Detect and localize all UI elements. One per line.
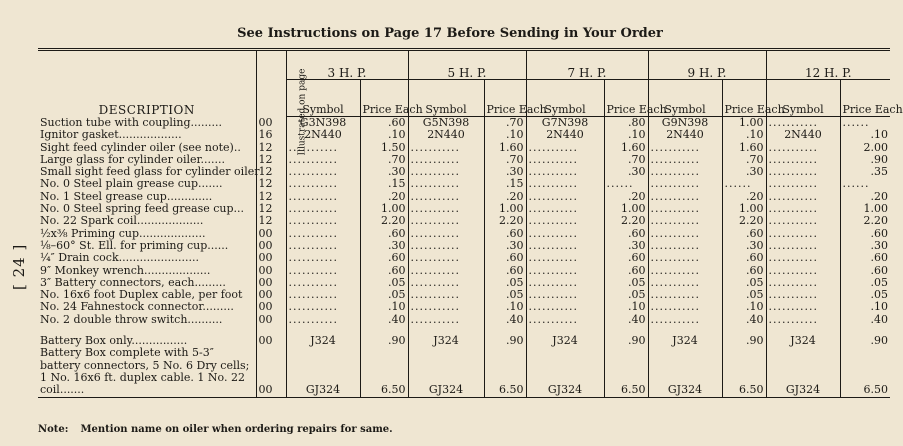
part-symbol: GJ324 <box>648 347 722 397</box>
illustrated-page: 16 <box>256 129 286 141</box>
part-symbol: ........... <box>526 203 604 215</box>
price-each: ...... <box>840 178 890 190</box>
price-each: .05 <box>840 277 890 289</box>
illustrated-page: 00 <box>256 335 286 347</box>
price-each: .30 <box>722 166 766 178</box>
price-header: Price Each <box>484 80 526 117</box>
price-each: .05 <box>604 277 648 289</box>
price-each: .10 <box>840 301 890 313</box>
price-each: .40 <box>360 314 408 326</box>
price-each: .70 <box>722 154 766 166</box>
price-each: .05 <box>604 289 648 301</box>
part-symbol: ........... <box>526 277 604 289</box>
price-each: .60 <box>722 265 766 277</box>
illustrated-page: 00 <box>256 314 286 326</box>
part-symbol: ........... <box>526 178 604 190</box>
price-each: .70 <box>360 154 408 166</box>
part-symbol: J324 <box>286 335 360 347</box>
illustrated-page: 12 <box>256 191 286 203</box>
illustrated-page: 12 <box>256 203 286 215</box>
part-symbol: G5N398 <box>408 117 484 130</box>
price-each: .20 <box>360 191 408 203</box>
table-row <box>38 265 890 277</box>
illustrated-page: 12 <box>256 215 286 227</box>
item-description: Battery Box complete with 5-3″ battery connectors, 5 No. 6 Dry cells; 1 No. 16x6 ft. duplex cable. 1 No. 22 coil....... <box>38 347 256 397</box>
note-text: Mention name on oiler when ordering repairs for same. <box>80 424 393 435</box>
part-symbol: ........... <box>526 191 604 203</box>
item-description: No. 0 Steel spring feed grease cup... <box>40 202 245 216</box>
part-symbol: ........... <box>766 240 840 252</box>
part-symbol: ........... <box>766 301 840 313</box>
part-symbol: ........... <box>408 265 484 277</box>
part-symbol: ........... <box>648 314 722 326</box>
part-symbol: 2N440 <box>526 129 604 141</box>
price-each: .20 <box>484 191 526 203</box>
part-symbol: 2N440 <box>766 129 840 141</box>
part-symbol: ........... <box>766 142 840 154</box>
price-table <box>38 48 903 398</box>
symbol-header: Symbol <box>408 80 484 117</box>
illustrated-page: 00 <box>256 301 286 313</box>
item-description: Suction tube with coupling......... <box>40 116 222 129</box>
price-each: .70 <box>484 117 526 130</box>
part-symbol: ........... <box>286 178 360 190</box>
table-row <box>38 252 890 264</box>
item-description: Large glass for cylinder oiler....... <box>40 152 226 166</box>
part-symbol: G3N398 <box>286 117 360 130</box>
item-description: No. 2 double throw switch.......... <box>40 312 223 326</box>
table-row <box>38 301 890 313</box>
price-each: 2.20 <box>484 215 526 227</box>
price-header: Price Each <box>604 80 648 117</box>
price-each: .05 <box>722 277 766 289</box>
part-symbol: ........... <box>286 277 360 289</box>
illustrated-page: 12 <box>256 166 286 178</box>
part-symbol: 2N440 <box>286 129 360 141</box>
illustrated-page: 00 <box>256 289 286 301</box>
part-symbol: ........... <box>408 215 484 227</box>
price-each: .90 <box>840 335 890 347</box>
price-each: .10 <box>484 129 526 141</box>
price-each: .30 <box>722 240 766 252</box>
part-symbol: ........... <box>408 142 484 154</box>
part-symbol: ........... <box>766 252 840 264</box>
price-each: 2.20 <box>604 215 648 227</box>
price-each: ...... <box>722 178 766 190</box>
footnote <box>38 424 393 435</box>
price-each: .60 <box>484 265 526 277</box>
part-symbol: ........... <box>648 215 722 227</box>
part-symbol: ........... <box>648 191 722 203</box>
part-symbol: ........... <box>766 191 840 203</box>
part-symbol: ........... <box>766 178 840 190</box>
price-header: Price Each <box>722 80 766 117</box>
illustrated-page: 00 <box>256 265 286 277</box>
price-each: .10 <box>722 301 766 313</box>
illustrated-page: 00 <box>256 228 286 240</box>
price-each: .60 <box>840 252 890 264</box>
price-each: .70 <box>484 154 526 166</box>
part-symbol: ........... <box>526 265 604 277</box>
item-description: 3″ Battery connectors, each......... <box>40 275 226 289</box>
part-symbol: ........... <box>286 203 360 215</box>
description-header: DESCRIPTION <box>38 50 256 117</box>
part-symbol: ........... <box>286 314 360 326</box>
symbol-header: Symbol <box>766 80 840 117</box>
price-each: .20 <box>840 191 890 203</box>
price-each: .05 <box>360 277 408 289</box>
part-symbol: ........... <box>408 277 484 289</box>
price-each: .10 <box>604 301 648 313</box>
part-symbol: ........... <box>648 277 722 289</box>
price-each: .70 <box>604 154 648 166</box>
price-each: 1.00 <box>360 203 408 215</box>
price-each: .90 <box>484 335 526 347</box>
price-each: 2.20 <box>360 215 408 227</box>
price-each: .60 <box>604 228 648 240</box>
part-symbol: ........... <box>766 117 840 130</box>
price-each: 1.50 <box>360 142 408 154</box>
group-header-9hp: 9 H. P. <box>648 50 766 80</box>
price-each: ...... <box>840 117 890 130</box>
item-description: 9″ Monkey wrench................... <box>40 263 211 277</box>
price-each: .60 <box>604 252 648 264</box>
price-each: .05 <box>840 289 890 301</box>
price-each: .90 <box>840 154 890 166</box>
table-row <box>38 314 890 326</box>
table-row <box>38 215 890 227</box>
price-each: .30 <box>360 166 408 178</box>
part-symbol: ........... <box>408 191 484 203</box>
price-each: .10 <box>484 301 526 313</box>
illustrated-page: 12 <box>256 154 286 166</box>
price-each: ...... <box>604 178 648 190</box>
price-header: Price Each <box>840 80 890 117</box>
part-symbol: ........... <box>648 252 722 264</box>
page-heading: See Instructions on Page 17 Before Sending in Your Order <box>237 26 663 41</box>
price-each: .30 <box>484 166 526 178</box>
part-symbol: GJ324 <box>526 347 604 397</box>
price-each: .05 <box>484 277 526 289</box>
part-symbol: ........... <box>408 314 484 326</box>
part-symbol: ........... <box>766 154 840 166</box>
price-each: .60 <box>360 252 408 264</box>
part-symbol: ........... <box>286 301 360 313</box>
part-symbol: ........... <box>286 289 360 301</box>
price-each: .40 <box>722 314 766 326</box>
price-table-body <box>38 117 890 398</box>
part-symbol: ........... <box>648 228 722 240</box>
part-symbol: ........... <box>526 215 604 227</box>
part-symbol: ........... <box>526 228 604 240</box>
price-each: .60 <box>722 228 766 240</box>
price-each: 1.60 <box>722 142 766 154</box>
part-symbol: ........... <box>408 252 484 264</box>
part-symbol: ........... <box>408 178 484 190</box>
illustrated-page: 00 <box>256 277 286 289</box>
part-symbol: ........... <box>286 228 360 240</box>
price-each: .15 <box>360 178 408 190</box>
part-symbol: ........... <box>526 314 604 326</box>
part-symbol: ........... <box>526 240 604 252</box>
item-description: Sight feed cylinder oiler (see note).. <box>40 140 241 154</box>
part-symbol: ........... <box>286 252 360 264</box>
part-symbol: ........... <box>648 301 722 313</box>
price-each: 6.50 <box>604 347 648 397</box>
part-symbol: J324 <box>526 335 604 347</box>
item-description: Ignitor gasket.................. <box>40 128 182 142</box>
price-each: 1.00 <box>722 203 766 215</box>
part-symbol: G9N398 <box>648 117 722 130</box>
item-description: No. 22 Spark coil................... <box>40 214 204 228</box>
price-each: .40 <box>604 314 648 326</box>
price-each: .05 <box>360 289 408 301</box>
part-symbol: ........... <box>648 154 722 166</box>
price-each: .60 <box>604 265 648 277</box>
illustrated-header: Illustrated on page <box>256 50 286 117</box>
price-each: 1.00 <box>484 203 526 215</box>
page-number: [ 24 ] <box>10 243 28 290</box>
note-label: Note: <box>38 424 69 435</box>
part-symbol: ........... <box>286 166 360 178</box>
part-symbol: J324 <box>648 335 722 347</box>
illustrated-page: 00 <box>256 117 286 130</box>
part-symbol: ........... <box>286 142 360 154</box>
table-row <box>38 129 890 141</box>
part-symbol: ........... <box>766 166 840 178</box>
price-each: .60 <box>840 265 890 277</box>
part-symbol: J324 <box>408 335 484 347</box>
part-symbol: J324 <box>766 335 840 347</box>
price-each: 2.00 <box>840 142 890 154</box>
price-each: 1.00 <box>604 203 648 215</box>
symbol-header: Symbol <box>526 80 604 117</box>
price-each: .60 <box>360 228 408 240</box>
part-symbol: ........... <box>648 289 722 301</box>
group-header-5hp: 5 H. P. <box>408 50 526 80</box>
part-symbol: ........... <box>408 289 484 301</box>
price-each: .40 <box>484 314 526 326</box>
price-each: 1.60 <box>484 142 526 154</box>
item-description: Small sight feed glass for cylinder oiler <box>40 165 260 179</box>
price-each: .15 <box>484 178 526 190</box>
group-header-7hp: 7 H. P. <box>526 50 648 80</box>
item-description: No. 24 Fahnestock connector......... <box>40 300 234 314</box>
price-each: .30 <box>484 240 526 252</box>
item-description: No. 0 Steel plain grease cup....... <box>40 177 223 191</box>
part-symbol: 2N440 <box>408 129 484 141</box>
part-symbol: ........... <box>526 301 604 313</box>
part-symbol: ........... <box>286 215 360 227</box>
price-each: .90 <box>604 335 648 347</box>
illustrated-page: 00 <box>256 347 286 397</box>
part-symbol: GJ324 <box>766 347 840 397</box>
item-description: No. 16x6 foot Duplex cable, per foot <box>40 288 243 302</box>
part-symbol: ........... <box>526 289 604 301</box>
price-each: .30 <box>360 240 408 252</box>
part-symbol: ........... <box>766 215 840 227</box>
group-header-12hp: 12 H. P. <box>766 50 890 80</box>
table-row <box>38 178 890 190</box>
price-each: .10 <box>360 129 408 141</box>
part-symbol: GJ324 <box>408 347 484 397</box>
price-each: .60 <box>360 117 408 130</box>
part-symbol: ........... <box>648 142 722 154</box>
price-each: .35 <box>840 166 890 178</box>
price-each: 2.20 <box>840 215 890 227</box>
part-symbol: ........... <box>408 203 484 215</box>
illustrated-page: 00 <box>256 252 286 264</box>
part-symbol: ........... <box>648 240 722 252</box>
price-each: .60 <box>484 228 526 240</box>
part-symbol: ........... <box>526 252 604 264</box>
symbol-header: Symbol <box>286 80 360 117</box>
part-symbol: ........... <box>408 301 484 313</box>
part-symbol: ........... <box>526 154 604 166</box>
price-each: .60 <box>484 252 526 264</box>
price-each: 6.50 <box>360 347 408 397</box>
item-description: Battery Box only................ <box>40 334 188 348</box>
price-each: .10 <box>722 129 766 141</box>
price-each: .20 <box>604 191 648 203</box>
part-symbol: ........... <box>766 314 840 326</box>
illustrated-page: 00 <box>256 240 286 252</box>
price-each: 1.60 <box>604 142 648 154</box>
price-each: .30 <box>840 240 890 252</box>
part-symbol: ........... <box>408 154 484 166</box>
part-symbol: ........... <box>648 178 722 190</box>
part-symbol: GJ324 <box>286 347 360 397</box>
part-symbol: ........... <box>648 265 722 277</box>
table-row <box>38 347 890 397</box>
illustrated-page: 12 <box>256 178 286 190</box>
part-symbol: ........... <box>766 277 840 289</box>
price-each: .60 <box>722 252 766 264</box>
price-each: 1.00 <box>722 117 766 130</box>
price-each: .60 <box>360 265 408 277</box>
price-each: 1.00 <box>840 203 890 215</box>
part-symbol: ........... <box>648 203 722 215</box>
price-each: .80 <box>604 117 648 130</box>
group-header-3hp: 3 H. P. <box>286 50 408 80</box>
price-each: 6.50 <box>840 347 890 397</box>
part-symbol: ........... <box>286 191 360 203</box>
item-description: No. 1 Steel grease cup............. <box>40 189 213 203</box>
price-each: .90 <box>722 335 766 347</box>
part-symbol: ........... <box>648 166 722 178</box>
price-each: .05 <box>484 289 526 301</box>
price-each: .30 <box>604 240 648 252</box>
part-symbol: ........... <box>286 240 360 252</box>
price-each: .10 <box>840 129 890 141</box>
price-each: .90 <box>360 335 408 347</box>
price-header: Price Each <box>360 80 408 117</box>
item-description: ½x⅜ Priming cup................... <box>40 226 206 240</box>
part-symbol: ........... <box>526 166 604 178</box>
price-each: .05 <box>722 289 766 301</box>
price-each: 6.50 <box>722 347 766 397</box>
part-symbol: ........... <box>286 154 360 166</box>
part-symbol: ........... <box>408 166 484 178</box>
part-symbol: ........... <box>408 228 484 240</box>
price-each: .20 <box>722 191 766 203</box>
part-symbol: ........... <box>526 142 604 154</box>
part-symbol: ........... <box>766 289 840 301</box>
part-symbol: ........... <box>766 203 840 215</box>
part-symbol: G7N398 <box>526 117 604 130</box>
illustrated-page: 12 <box>256 142 286 154</box>
price-each: .10 <box>360 301 408 313</box>
price-each: .40 <box>840 314 890 326</box>
price-each: .60 <box>840 228 890 240</box>
item-description: ⅛–60° St. Ell. for priming cup...... <box>40 238 229 252</box>
price-each: 2.20 <box>722 215 766 227</box>
price-each: .30 <box>604 166 648 178</box>
price-each: .10 <box>604 129 648 141</box>
part-symbol: ........... <box>766 265 840 277</box>
part-symbol: ........... <box>766 228 840 240</box>
item-description: ¼″ Drain cock....................... <box>40 251 200 265</box>
part-symbol: ........... <box>286 265 360 277</box>
symbol-header: Symbol <box>648 80 722 117</box>
price-each: 6.50 <box>484 347 526 397</box>
part-symbol: 2N440 <box>648 129 722 141</box>
part-symbol: ........... <box>408 240 484 252</box>
